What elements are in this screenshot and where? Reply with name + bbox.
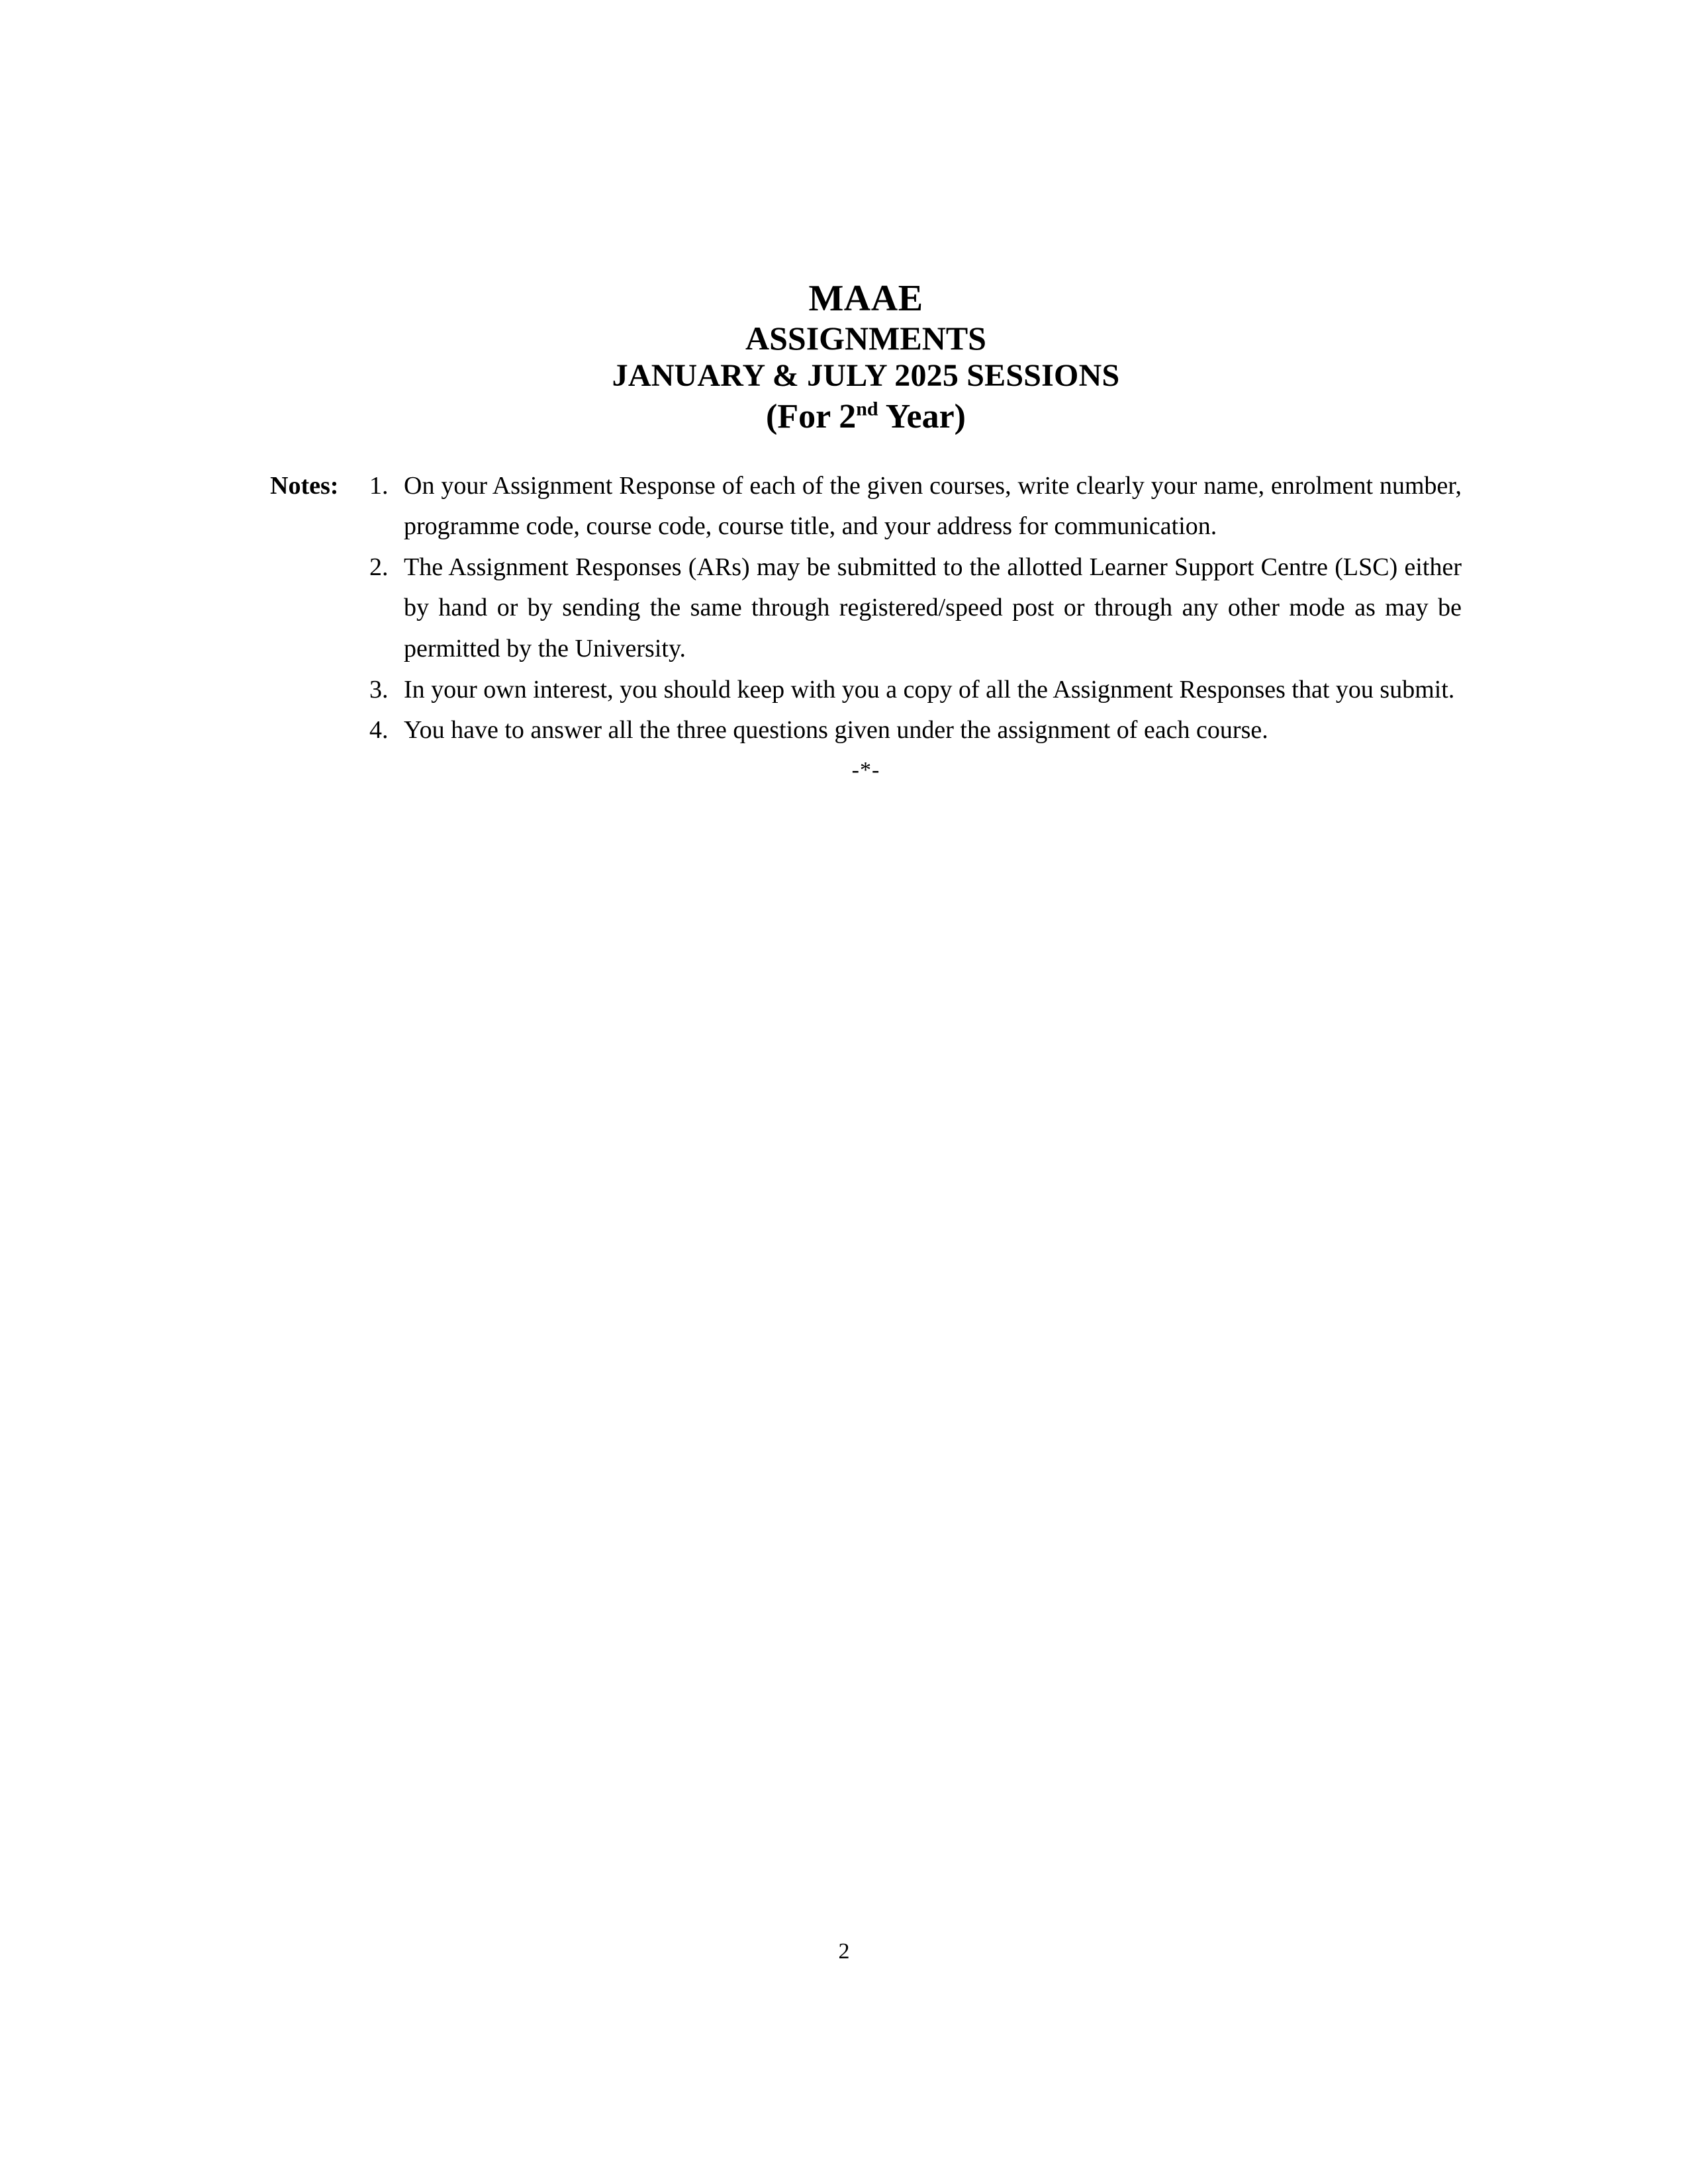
heading-year-ordinal: nd (856, 398, 878, 421)
notes-list (270, 466, 1462, 751)
note-text: In your own interest, you should keep with you a copy of all the Assignment Responses that you submit. (404, 675, 1455, 704)
note-text: The Assignment Responses (ARs) may be submitted to the allotted Learner Support Centre (LSC) either by hand or by sending the same through registered/speed post or through any other mode as may be permitted by the University. (404, 553, 1462, 662)
heading-year-prefix: (For 2 (766, 398, 857, 436)
notes-label: Notes: (270, 471, 339, 500)
note-number: 1. (369, 471, 389, 500)
note-number: 3. (369, 675, 389, 704)
note-item (270, 670, 1462, 711)
heading-line-year (270, 396, 1462, 437)
heading-year-suffix: Year) (878, 398, 966, 436)
heading-line-sessions: JANUARY & JULY 2025 SESSIONS (612, 357, 1120, 393)
note-item (270, 466, 1462, 547)
document-heading (270, 278, 1462, 438)
note-number: 4. (369, 716, 389, 745)
note-number: 2. (369, 553, 389, 581)
heading-line-assignments: ASSIGNMENTS (745, 319, 986, 357)
section-separator: -*- (851, 757, 880, 782)
heading-line-programme: MAAE (808, 278, 923, 319)
page-number: 2 (838, 1939, 850, 1964)
note-text: You have to answer all the three questions given under the assignment of each course. (404, 716, 1268, 745)
page-content (270, 278, 1462, 783)
note-item (270, 547, 1462, 670)
note-item (270, 710, 1462, 751)
note-text: On your Assignment Response of each of the given courses, write clearly your name, enrolment number, programme code, course code, course title, and your address for communication. (404, 471, 1462, 541)
